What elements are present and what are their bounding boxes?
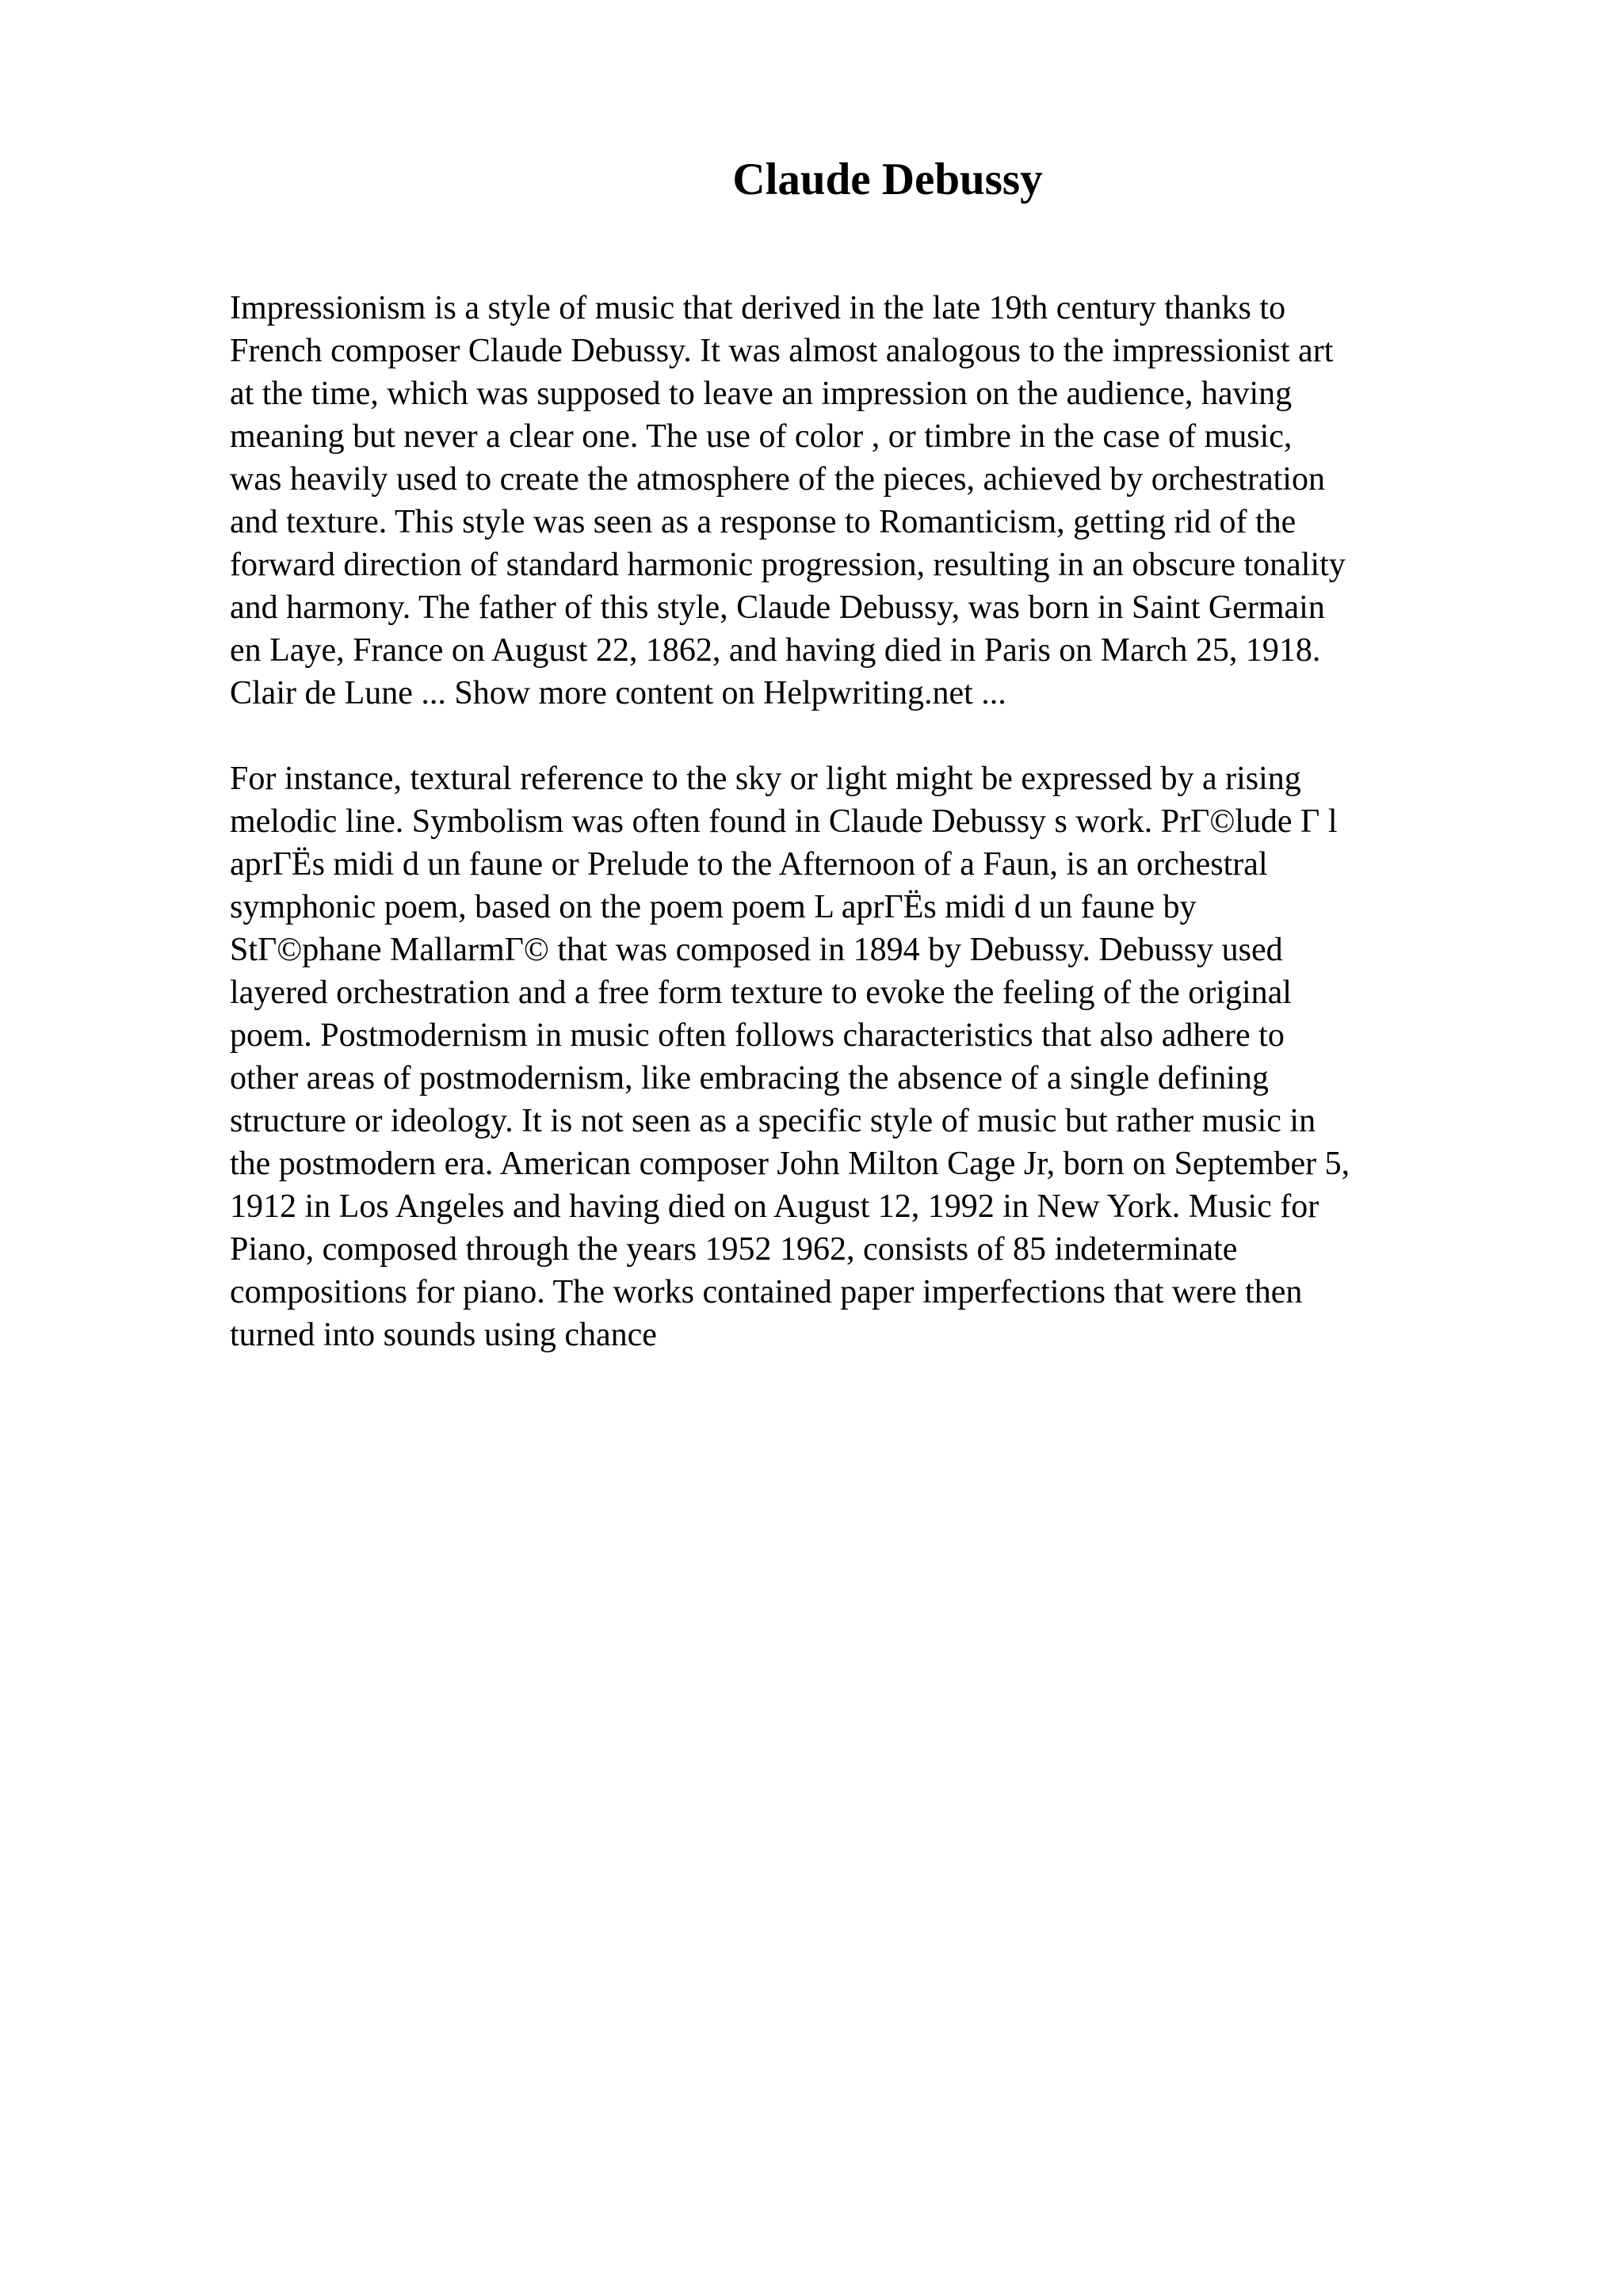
page-title: Claude Debussy bbox=[732, 154, 1043, 204]
document-body bbox=[230, 244, 1482, 1399]
body-paragraph-1: Impressionism is a style of music that derived in the late 19th century thanks to French composer Claude Debussy. It was almost analogous to the impressionist art at the time, which was supposed to leave an impression on the audience, having meaning but never a clear one. The use of color , or timbre in the case of music, was heavily used to create the atmosphere of the pieces, achieved by orchestration and texture. This style was seen as a response to Romanticism, getting rid of the forward direction of standard harmonic progression, resulting in an obscure tonality and harmony. The father of this style, Claude Debussy, was born in Saint Germain en Laye, France on August 22, 1862, and having died in Paris on March 25, 1918. Clair de Lune ... Show more content on Helpwriting.net ... bbox=[230, 290, 1346, 711]
body-paragraph-2: For instance, textural reference to the sky or light might be expressed by a rising melodic line. Symbolism was often found in Claude Debussy s work. PrГ©lude Г l aprГЁs midi d un faune or Prelude to the Afternoon of a Faun, is an orchestral symphonic poem, based on the poem poem L aprГЁs midi d un faune by StГ©phane MallarmГ© that was composed in 1894 by Debussy. Debussy used layered orchestration and a free form texture to evoke the feeling of the original poem. Postmodernism in music often follows characteristics that also adhere to other areas of postmodernism, like embracing the absence of a single defining structure or ideology. It is not seen as a specific style of music but rather music in the postmodern era. American composer John Milton Cage Jr, born on September 5, 1912 in Los Angeles and having died on August 12, 1992 in New York. Music for Piano, composed through the years 1952 1962, consists of 85 indeterminate compositions for piano. The works contained paper imperfections that were then turned into sounds using chance bbox=[230, 761, 1350, 1353]
